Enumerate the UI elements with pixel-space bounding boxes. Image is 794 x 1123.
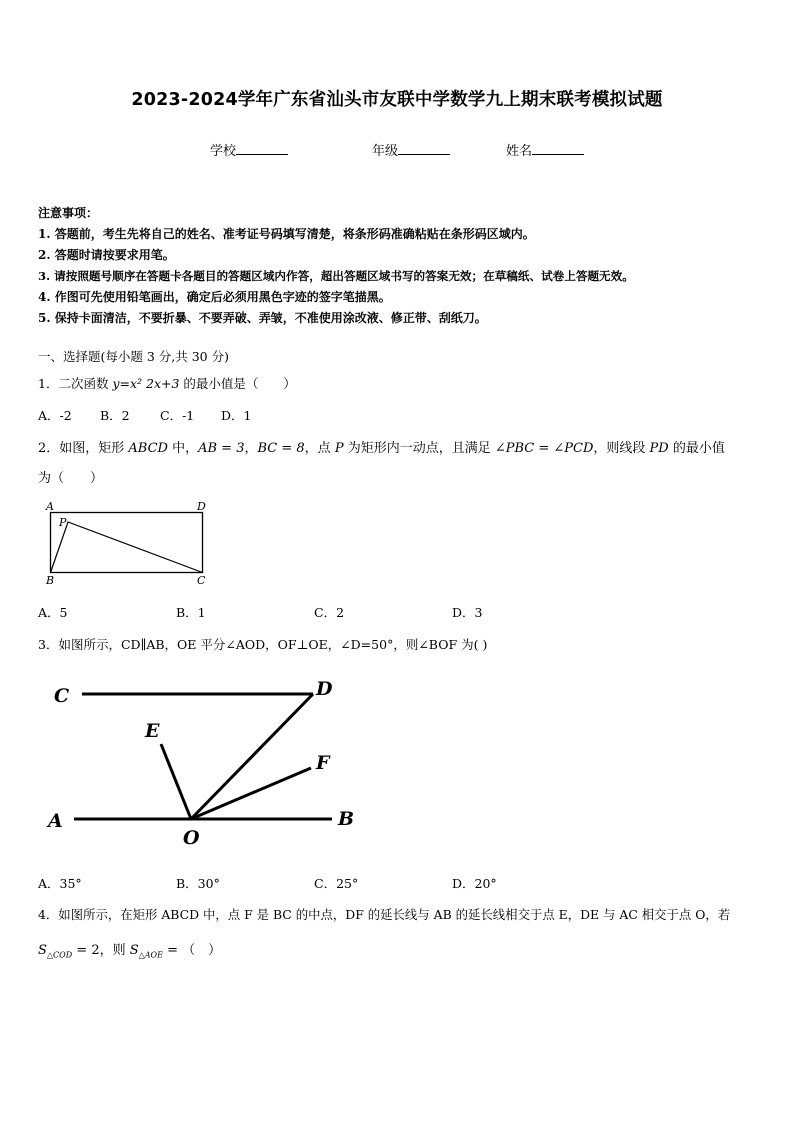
notes-section (38, 203, 634, 329)
notes-heading: 注意事项： (38, 206, 99, 220)
q4-area-sub: △COD (46, 950, 73, 960)
q2-text: ， (244, 441, 258, 456)
q2-text: ，则线段 (593, 441, 650, 456)
q2-math: ∠PBC = ∠PCD (494, 441, 594, 456)
label-b: B (46, 574, 55, 587)
q3-figure (40, 672, 370, 857)
label-d: D (316, 678, 333, 700)
note-item: 5. 保持卡面清洁，不要折暴、不要弄破、弄皱，不准使用涂改液、修正带、刮纸刀。 (38, 311, 487, 325)
label-a: A (46, 500, 54, 513)
label-c: C (197, 574, 206, 587)
line-oe (161, 744, 191, 819)
q2-math: BC = 8 (257, 441, 305, 456)
label-d: D (197, 500, 206, 513)
grade-field (372, 140, 450, 159)
q2-text: 为矩形内一动点，且满足 (343, 441, 495, 456)
q2-text: 的最小值 (668, 441, 725, 456)
grade-blank (398, 141, 450, 155)
q3-option-c: C．25° (314, 876, 359, 891)
q2-options (38, 603, 538, 621)
label-f: F (316, 752, 330, 774)
q1-post: 的最小值是（ ） (179, 376, 296, 391)
q2-text: 2．如图，矩形 (38, 441, 129, 456)
q2-line-2: 为（ ） (38, 471, 104, 486)
q3-option-d: D．20° (452, 876, 497, 891)
label-c: C (54, 685, 70, 707)
question-1 (38, 374, 296, 392)
school-label: 学校 (210, 144, 237, 159)
q1-pre: 1．二次函数 (38, 376, 113, 391)
q4-text: = （ ） (162, 943, 222, 958)
q4-line-2 (38, 939, 221, 960)
q1-option-a: A．-2 (38, 408, 72, 423)
line-od (191, 694, 313, 819)
school-field (210, 140, 288, 159)
q2-math: PD (649, 441, 669, 456)
note-item: 2. 答题时请按要求用笔。 (38, 248, 175, 262)
q2-figure (40, 498, 220, 590)
q4-text: = 2，则 (72, 943, 130, 958)
q2-text: ，点 (304, 441, 335, 456)
q1-option-b: B．2 (100, 408, 130, 423)
q2-text: 中， (167, 441, 199, 456)
q2-option-a: A．5 (38, 605, 68, 620)
note-item: 4. 作图可先使用铅笔画出，确定后必须用黑色字迹的签字笔描黑。 (38, 290, 391, 304)
q3-options (38, 874, 538, 892)
note-item: 3. 请按照题号顺序在答题卡各题目的答题区域内作答，超出答题区域书写的答案无效；在草稿纸、试卷上答题无效。 (38, 269, 634, 283)
label-b: B (338, 808, 355, 830)
question-2 (38, 437, 725, 456)
line-of (191, 768, 311, 819)
name-blank (532, 141, 584, 155)
q2-option-d: D．3 (452, 605, 483, 620)
name-field (506, 140, 584, 159)
question-4: 4．如图所示，在矩形 ABCD 中，点 F 是 BC 的中点，DF 的延长线与 AB 的延长线相交于点 E，DE 与 AC 相交于点 O，若 (38, 907, 731, 922)
q2-option-c: C．2 (314, 605, 345, 620)
q3-option-b: B．30° (176, 876, 220, 891)
q4-area-symbol: S (38, 943, 47, 958)
q1-option-c: C．-1 (160, 408, 195, 423)
page-title: 2023-2024学年广东省汕头市友联中学数学九上期末联考模拟试题 (131, 90, 663, 110)
q1-math: y=x² 2x+3 (112, 376, 180, 391)
note-item: 1. 答题前，考生先将自己的姓名、准考证号码填写清楚，将条形码准确粘贴在条形码区域内。 (38, 227, 535, 241)
q2-math: AB = 3 (198, 441, 245, 456)
label-a: A (48, 810, 63, 832)
q4-area-sub: △AOE (138, 950, 163, 960)
q4-area-symbol: S (129, 943, 139, 958)
q1-option-d: D．1 (221, 408, 252, 423)
q3-option-a: A．35° (38, 876, 82, 891)
q2-math: P (334, 441, 344, 456)
q2-option-b: B．1 (176, 605, 206, 620)
section-heading: 一、选择题(每小题 3 分,共 30 分) (38, 349, 229, 364)
school-blank (236, 141, 288, 155)
name-label: 姓名 (506, 144, 533, 159)
label-o: O (183, 827, 200, 849)
question-3: 3．如图所示，CD∥AB，OE 平分∠AOD，OF⊥OE，∠D=50°，则∠BOF 为( ) (38, 637, 488, 652)
label-e: E (145, 720, 160, 742)
segments-bp-pc (51, 522, 203, 573)
q2-math: ABCD (128, 441, 168, 456)
q1-options (38, 406, 438, 424)
label-p: P (59, 516, 67, 529)
grade-label: 年级 (372, 144, 399, 159)
